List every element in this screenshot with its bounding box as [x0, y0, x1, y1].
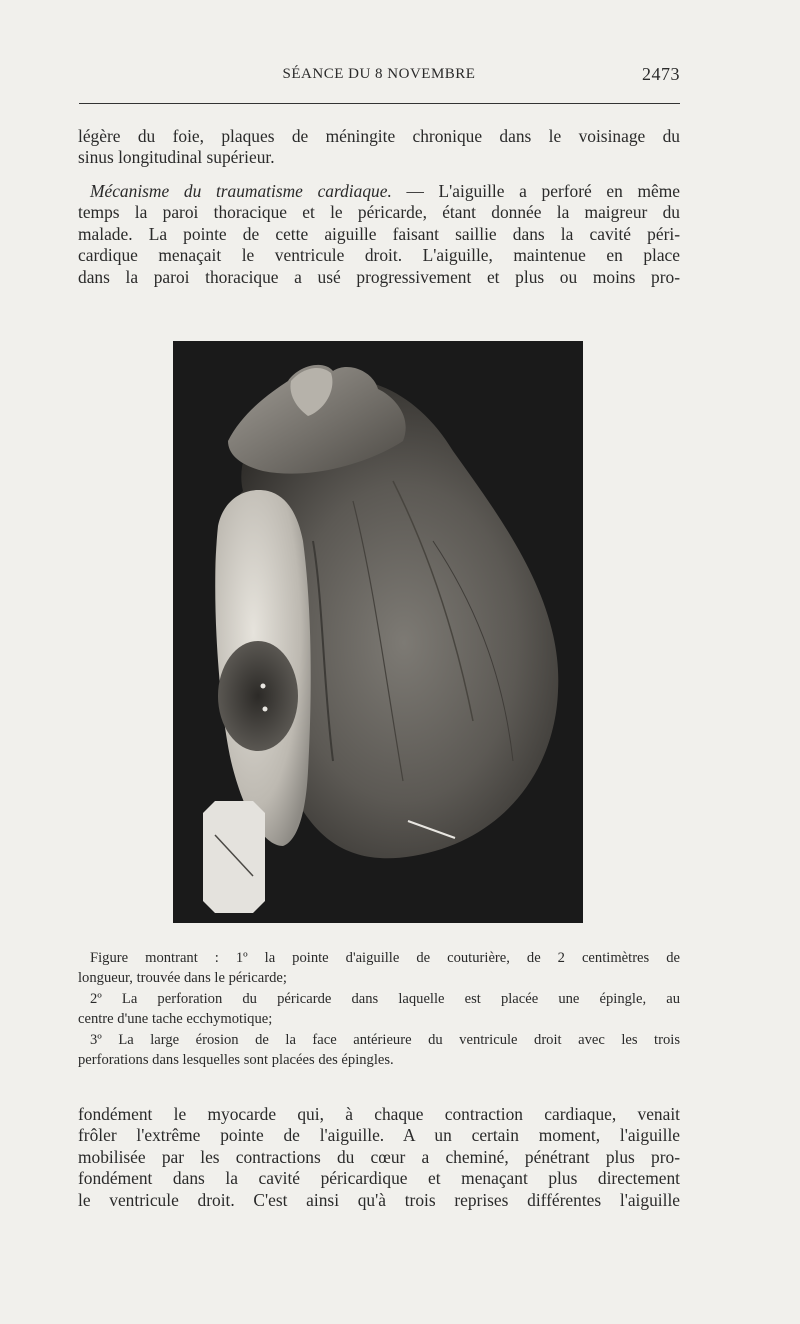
running-head	[78, 64, 680, 88]
heart-specimen-drawing	[173, 341, 583, 923]
text-fragment: — L'aiguille a perforé en même	[391, 181, 681, 201]
caption-line: 3º La large érosion de la face antérieure du ventricule droit avec les trois	[90, 1031, 680, 1048]
caption-line: Figure montrant : 1º la pointe d'aiguille de couturière, de 2 centimètres de	[90, 950, 680, 966]
text-line: sinus longitudinal supérieur.	[78, 147, 275, 168]
caption-line: longueur, trouvée dans le péricarde;	[78, 970, 287, 987]
text-line	[78, 181, 680, 202]
heart-specimen-photo	[173, 341, 583, 923]
paragraph-continuation	[78, 1104, 680, 1211]
text-line: fondément le myocarde qui, à chaque contraction cardiaque, venait	[78, 1104, 680, 1124]
text-line: fondément dans la cavité péricardique et menaçant plus directement	[78, 1168, 680, 1189]
text-line: cardique menaçait le ventricule droit. L'aiguille, maintenue en place	[78, 245, 680, 266]
text-line: dans la paroi thoracique a usé progressivement et plus ou moins pro-	[78, 266, 680, 287]
text-line: mobilisée par les contractions du cœur a cheminé, pénétrant plus pro-	[78, 1146, 680, 1167]
text-line: frôler l'extrême pointe de l'aiguille. A un certain moment, l'aiguille	[78, 1125, 680, 1146]
caption-line: centre d'une tache ecchymotique;	[78, 1011, 273, 1028]
paragraph-continued	[78, 126, 680, 169]
caption-line: 2º La perforation du péricarde dans laquelle est placée une épingle, au	[90, 990, 680, 1007]
text-line: temps la paroi thoracique et le péricarde, étant donnée la maigreur du	[78, 202, 680, 223]
figure-caption	[78, 948, 680, 1070]
text-line: le ventricule droit. C'est ainsi qu'à trois reprises différentes l'aiguille	[78, 1189, 680, 1210]
text-line: malade. La pointe de cette aiguille faisant saillie dans la cavité péri-	[78, 223, 680, 244]
caption-line: perforations dans lesquelles sont placées des épingles.	[78, 1052, 394, 1069]
paragraph-mechanism	[78, 181, 680, 288]
header-rule	[79, 103, 680, 104]
text-line: légère du foie, plaques de méningite chronique dans le voisinage du	[78, 126, 680, 146]
section-heading: Mécanisme du traumatisme cardiaque.	[90, 181, 392, 201]
running-title: SÉANCE DU 8 NOVEMBRE	[282, 66, 476, 82]
page-number: 2473	[642, 64, 680, 84]
